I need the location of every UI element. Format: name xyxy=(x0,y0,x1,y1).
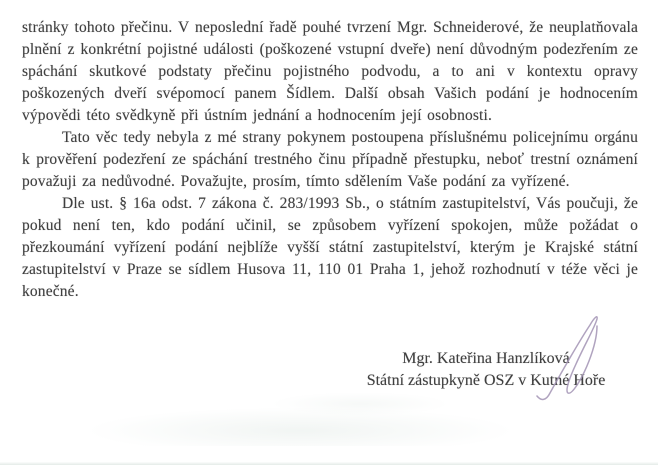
letter-body xyxy=(22,17,638,303)
signature-block xyxy=(318,348,654,392)
signatory-name: Mgr. Kateřina Hanzlíková xyxy=(402,350,570,367)
signatory-title: Státní zástupkyně OSZ v Kutné Hoře xyxy=(366,372,606,389)
scan-artifact xyxy=(270,392,450,416)
body-paragraph-3: Dle ust. § 16a odst. 7 zákona č. 283/1993 Sb., o státním zastupitelství, Vás poučuji, že pokud není ten, kdo podání učinil, se způsobem vyřízení spokojen, může požádat o přezkoumání vyřízení podání nejblíže vyšší státní zastupitelství, kterým je Krajské státní zastupitelství v Praze se sídlem Husova 11, 110 01 Praha 1, jehož rozhodnutí v téže věci je konečné. xyxy=(22,195,638,300)
body-paragraph-1: stránky tohoto přečinu. V neposlední řadě pouhé tvrzení Mgr. Schneiderové, že neuplatňovala plnění z konkrétní pojistné události (poškozené vstupní dveře) není důvodným podezřením ze spáchání skutkové podstaty přečinu pojistného podvodu, a to ani v kontextu opravy poškozených dveří svépomocí panem Šídlem. Další obsah Vašich podání je hodnocením výpovědi této svědkyně při ústním jednání a hodnocením její osobnosti. xyxy=(22,19,638,124)
body-paragraph-2: Tato věc tedy nebyla z mé strany pokynem postoupena příslušnému policejnímu orgánu k prověření podezření ze spáchání trestného činu případně přestupku, neboť trestní oznámení považuji za nedůvodné. Považujte, prosím, tímto sdělením Vaše podání za vyřízené. xyxy=(22,129,638,190)
scan-edge-shadow xyxy=(0,462,658,465)
